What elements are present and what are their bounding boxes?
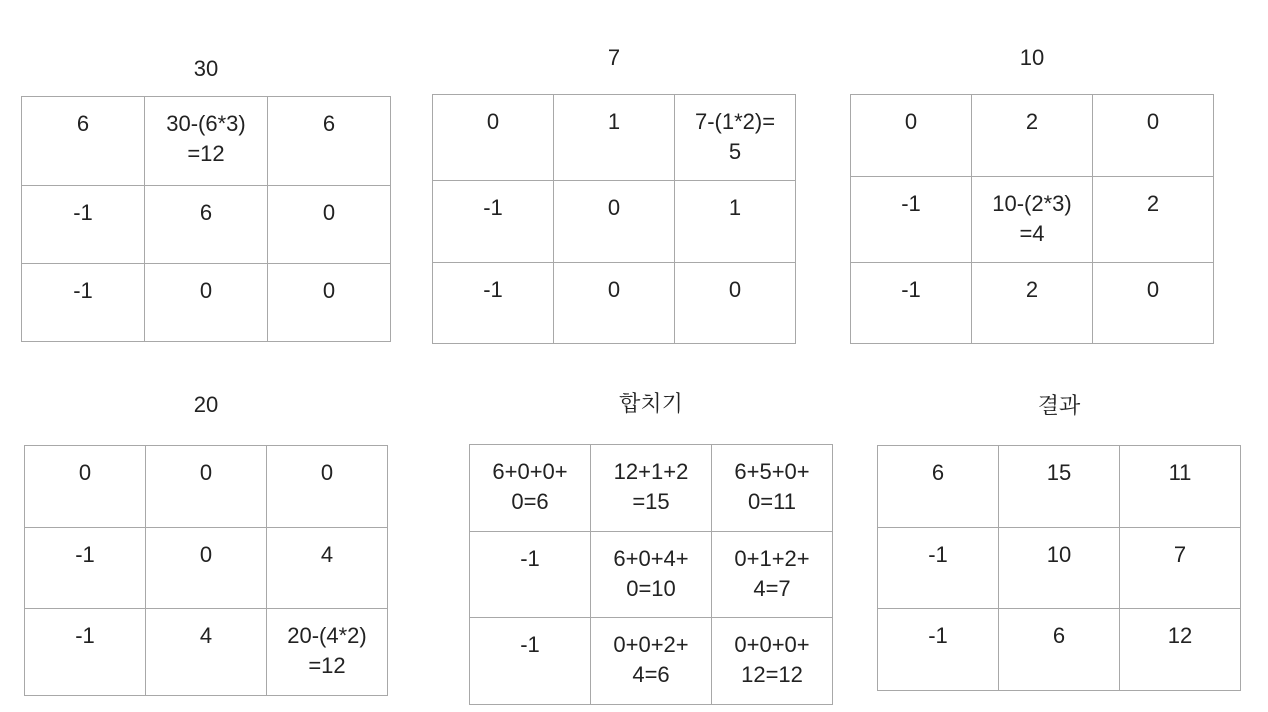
grid-cell: 0 bbox=[268, 264, 391, 342]
grid-cell: -1 bbox=[25, 528, 146, 609]
grid-table bbox=[469, 444, 833, 705]
grid-panel-combine bbox=[469, 389, 833, 707]
grid-cell: 0 bbox=[268, 186, 391, 264]
grid-cell: 2 bbox=[1093, 177, 1214, 263]
grid-table bbox=[21, 96, 391, 342]
grid-cell: 6+0+4+ 0=10 bbox=[591, 532, 712, 618]
grid-cell: -1 bbox=[851, 263, 972, 344]
grid-cell: -1 bbox=[22, 186, 145, 264]
grid-table bbox=[877, 445, 1241, 691]
grid-title: 합치기 bbox=[619, 391, 683, 416]
grid-cell: 11 bbox=[1120, 446, 1241, 528]
grid-cell: 0+0+2+ 4=6 bbox=[591, 618, 712, 705]
grid-cell: 6 bbox=[22, 97, 145, 186]
grid-cell: 12 bbox=[1120, 609, 1241, 691]
grid-cell: 10-(2*3) =4 bbox=[972, 177, 1093, 263]
grid-cell: 10 bbox=[999, 528, 1120, 609]
grid-title: 20 bbox=[193, 392, 219, 417]
grid-cell: 0 bbox=[146, 528, 267, 609]
grid-cell: 0+0+0+ 12=12 bbox=[712, 618, 833, 705]
grid-cell: 1 bbox=[675, 181, 796, 263]
grid-cell: 0 bbox=[554, 263, 675, 344]
grid-cell: 0 bbox=[1093, 263, 1214, 344]
grid-cell: 6+0+0+ 0=6 bbox=[470, 445, 591, 532]
grid-title: 결과 bbox=[1037, 393, 1081, 418]
grid-cell: 0 bbox=[267, 446, 388, 528]
grid-cell: -1 bbox=[470, 618, 591, 705]
grid-panel-20 bbox=[24, 390, 388, 696]
grid-cell: 0 bbox=[25, 446, 146, 528]
grid-panel-7 bbox=[432, 43, 796, 345]
grid-cell: 30-(6*3) =12 bbox=[145, 97, 268, 186]
grid-cell: -1 bbox=[470, 532, 591, 618]
grid-cell: 4 bbox=[146, 609, 267, 696]
grid-cell: 0 bbox=[433, 95, 554, 181]
grid-title: 7 bbox=[607, 45, 621, 70]
grid-panel-10 bbox=[850, 43, 1214, 345]
grid-cell: -1 bbox=[851, 177, 972, 263]
grid-cell: 7-(1*2)= 5 bbox=[675, 95, 796, 181]
grid-table bbox=[432, 94, 796, 344]
grid-table bbox=[24, 445, 388, 696]
grid-panel-result bbox=[877, 391, 1241, 694]
grid-cell: 6 bbox=[999, 609, 1120, 691]
grid-cell: 6 bbox=[268, 97, 391, 186]
grid-cell: 2 bbox=[972, 263, 1093, 344]
grid-cell: -1 bbox=[25, 609, 146, 696]
grid-cell: 0+1+2+ 4=7 bbox=[712, 532, 833, 618]
grid-cell: -1 bbox=[878, 609, 999, 691]
grid-table bbox=[850, 94, 1214, 344]
grid-cell: 15 bbox=[999, 446, 1120, 528]
grid-cell: 6 bbox=[145, 186, 268, 264]
grid-cell: 6 bbox=[878, 446, 999, 528]
grid-cell: 0 bbox=[145, 264, 268, 342]
grid-cell: 1 bbox=[554, 95, 675, 181]
grid-cell: 0 bbox=[675, 263, 796, 344]
grid-cell: 0 bbox=[851, 95, 972, 177]
grid-cell: 20-(4*2) =12 bbox=[267, 609, 388, 696]
grid-title: 30 bbox=[193, 56, 219, 81]
grid-cell: 12+1+2 =15 bbox=[591, 445, 712, 532]
grid-cell: -1 bbox=[433, 181, 554, 263]
grid-cell: -1 bbox=[433, 263, 554, 344]
grid-cell: 0 bbox=[146, 446, 267, 528]
grid-cell: -1 bbox=[22, 264, 145, 342]
grid-cell: 7 bbox=[1120, 528, 1241, 609]
grid-cell: 4 bbox=[267, 528, 388, 609]
grid-cell: 0 bbox=[1093, 95, 1214, 177]
grid-panel-30 bbox=[21, 54, 391, 344]
grid-cell: -1 bbox=[878, 528, 999, 609]
grid-cell: 2 bbox=[972, 95, 1093, 177]
grid-cell: 6+5+0+ 0=11 bbox=[712, 445, 833, 532]
grid-cell: 0 bbox=[554, 181, 675, 263]
grid-title: 10 bbox=[1019, 45, 1045, 70]
